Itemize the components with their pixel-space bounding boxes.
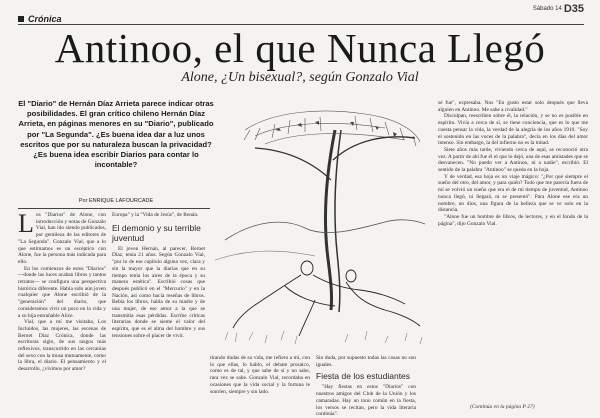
- dateline: [533, 3, 584, 15]
- column-paragraph: Siete años más tarde, viviendo cerca de aquí, se reconoció otra vez. A partir de ahí fue él el que lo dejó, una de esas amistades que se desvanecen. "No puedo ver a Antinoo, ni a nadie", escribió. El sentido de la palabra "Antinoo" se queda en la hoja.: [438, 146, 588, 174]
- byline: Por ENRIQUE LAFOURCADE: [78, 198, 154, 204]
- continuation-note: (Continúa en la página P 27): [470, 404, 535, 410]
- column-paragraph: En los comienzos de estos "Diarios" —donde las luces acaban libros y tantos retratos— se configura una perspectiva histórica diferente. Había sido aún joven cualquier que Alone escribió de la "generación" del diario, que consideramos vivir un poco en la vida y a su hija entrañable Alice.: [18, 265, 106, 319]
- drop-cap: L: [18, 209, 34, 238]
- square-bullet-icon: [18, 16, 24, 22]
- headline: Antinoo, el que Nunca Llegó: [54, 25, 546, 71]
- subheading-fiesta: Fiesta de los estudiantes: [316, 371, 411, 382]
- dateline-small: Sábado 14: [532, 6, 562, 12]
- illustration-reclining-figures-under-tree: [215, 100, 428, 350]
- column-paragraph: El joven Hernán, al parecer, Bernet Díaz, tenía 21 años. Según Gonzalo Vial, "por lo de ese capítulo alguna vez, clara y sin la mayor que la diarias que en su tiempo tenía los aires de la época y su manera estética". Escribió cosas que después publicó en el "Mercurio" y en la Nación, así como hacía reseñas de libros. Bebía los libros, habla de su madre y de una mujer, de ese amor a la que se transmitía esas pérdidas. Escribe críticas literarias donde se siente el valor del espíritu, que es el alma del hombre y sus tensiones sobre el placer de vivir.: [112, 245, 205, 339]
- column-paragraph: "Alone fue un hombre de libros, de lectores, y en el fondo de la página", dijo Gonzalo Vial.: [438, 213, 588, 227]
- column-paragraph: os "Diarios" de Alone, con introducción y notas de Gonzalo Vial, han ido siendo publicados, por gentileza de las editores de "La Segunda". Gonzalo Vial, que a lo que estimamos es un escéptico con Alone, fue la persona más indicada para ello.: [18, 212, 106, 265]
- subheading-demonio: El demonio y su terrible juventud: [112, 222, 201, 243]
- column-paragraph: Sin duda, por supuesto todas las cosas no son iguales.: [316, 355, 416, 368]
- article-column-5: [438, 100, 588, 402]
- column-paragraph: "Hay fiestas en estos "Diarios" con nuestros amigos del Club de la Unión y los camaradas. Hay un tono común en la fiesta, los versos se recitan, pero la vida literaria continúa".: [316, 384, 416, 418]
- section-name: Crónica: [28, 14, 62, 24]
- column-paragraph: tirando dudas de su vida, me refiero a mí, con lo que ellas, lo hablo, el debate prosaico, como es de tal, y que sabe de sí y no sabe, rara vez se sabe. Gonzalo Vial, recordaba en ocasiones que la vida social y la fortuna le sonríen, siempre y sin lado.: [210, 355, 310, 395]
- article-column-2: [112, 212, 205, 412]
- byline-rule: [18, 208, 210, 209]
- column-paragraph: Europa" y la "Vida de Jesús", de Renán.: [112, 212, 199, 218]
- article-column-4: [316, 355, 416, 418]
- column-paragraph: sé fue", expresaba. Nos "En gusto estar solo después que lleva alguien en Antinoo. Me sabe a rivalidad.": [438, 100, 588, 113]
- article-column-3: [210, 355, 310, 412]
- page-number: D35: [563, 3, 584, 15]
- lead-paragraph: El "Diario" de Hernán Díaz Arrieta parece indicar otras posibilidades. El gran crítico chileno Hernán Díaz Arrieta, en páginas menores en su "Diario", publicado por "La Segunda". ¿Es buena idea dar a luz unos escritos que por su naturaleza buscan la privacidad? ¿Es buena idea escribir Diarios para contar lo incontable?: [18, 99, 214, 170]
- column-paragraph: Disculpan, reescriben sobre él, la relación, y se no es posible en espíritu. Vivía a cerca de sí, se tiene conciencia, que es lo que me cuesta pensar la vida, la verdad de la alegría de los años 1910. "Soy el sostenido en las voces de la palabra", decía en los días del amor intenso. Sin embargo, la del infierno no es la mitad.: [438, 113, 588, 147]
- column-paragraph: Vial, que a mí me visitaba, Los Incluidos, las mujeres, las escenas de Bernet Díaz Crónica, donde las escritoras siglo, de sus rasgos más reflexivos, transcurrido en las cercanías del sexo con la musa mutuamente, como la libra, el diario. El pensamiento y el desarrollo, ¿vivimos por amor?: [18, 319, 106, 373]
- article-column-1: [18, 209, 106, 412]
- column-paragraph: Y de verdad, esa hoja es un viaje mágico: "¿Por qué siempre el sueño del otro, del amor, y para quién? Todo que me parecía fuera de mí se volvió un sueño que era el de mi tiempo de juventud, Antinoo nunca llegó, ni llegará, ni se presentó". Para Alone ese era un nombre, un dios, una figura de la belleza que se ve solo en la distancia.: [438, 173, 588, 214]
- subheadline: Alone, ¿Un bisexual?, según Gonzalo Vial: [181, 70, 419, 85]
- section-label: [18, 14, 62, 24]
